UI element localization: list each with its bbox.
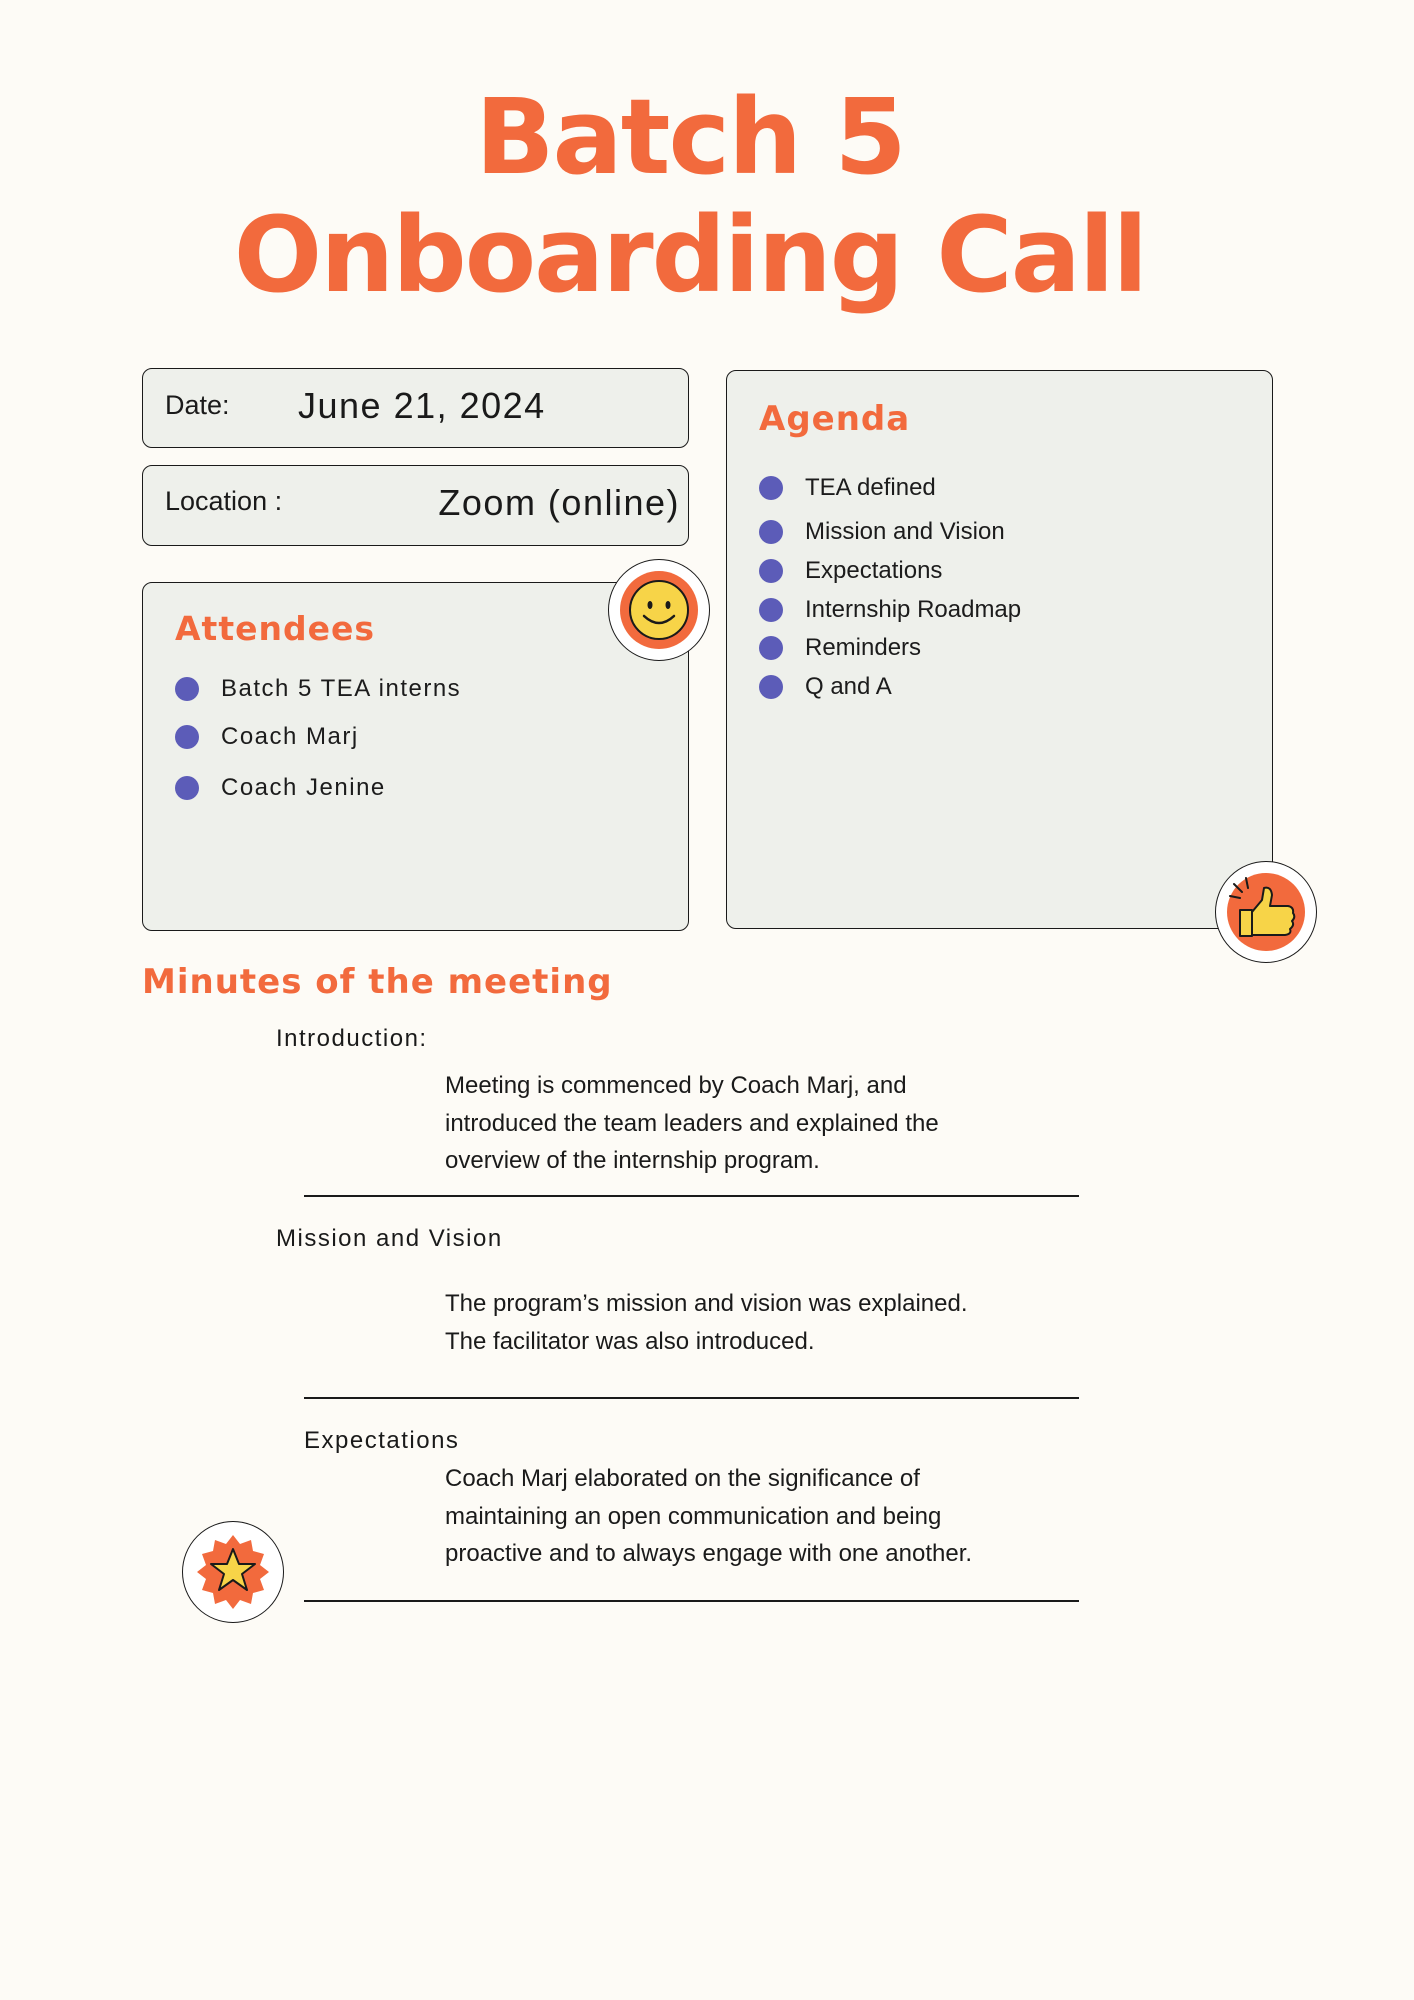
section-title-mission-vision: Mission and Vision (276, 1225, 503, 1252)
agenda-heading: Agenda (759, 399, 911, 439)
bullet-dot (759, 636, 783, 660)
location-box (142, 465, 689, 546)
list-item (759, 474, 936, 502)
smiley-face-icon (608, 559, 710, 661)
bullet-dot (759, 675, 783, 699)
star-badge-icon (182, 1521, 284, 1623)
section-line: introduced the team leaders and explained the (445, 1109, 939, 1137)
section-line: Meeting is commenced by Coach Marj, and (445, 1072, 907, 1099)
attendee-name: Coach Marj (221, 723, 359, 750)
agenda-item: Expectations (805, 557, 943, 584)
agenda-item: TEA defined (805, 474, 936, 501)
minutes-heading: Minutes of the meeting (142, 962, 613, 1002)
location-label: Location : (165, 486, 283, 516)
section-line: maintaining an open communication and being (445, 1502, 942, 1530)
title-line-1: Batch 5 (475, 76, 905, 198)
thumbs-up-icon (1215, 861, 1317, 963)
page-title (0, 78, 1380, 314)
bullet-dot (175, 776, 199, 800)
list-item (759, 557, 942, 585)
bullet-dot (175, 677, 199, 701)
attendee-name: Batch 5 TEA interns (221, 675, 462, 702)
section-line: The facilitator was also introduced. (445, 1327, 815, 1355)
date-value: June 21, 2024 (298, 385, 546, 426)
section-divider (304, 1397, 1079, 1399)
bullet-dot (759, 476, 783, 500)
section-title-introduction: Introduction: (276, 1025, 428, 1052)
list-item (175, 723, 359, 751)
bullet-dot (759, 520, 783, 544)
list-item (759, 596, 1021, 624)
section-body-introduction (445, 1067, 939, 1180)
attendees-heading: Attendees (175, 609, 375, 648)
date-label: Date: (165, 390, 230, 420)
section-title-expectations: Expectations (304, 1427, 460, 1454)
attendees-box (142, 582, 689, 931)
section-line: proactive and to always engage with one another. (445, 1540, 973, 1567)
list-item (175, 774, 386, 802)
section-divider (304, 1600, 1079, 1602)
section-body-mission-vision (445, 1285, 967, 1360)
location-value: Zoom (online) (438, 482, 680, 523)
agenda-item: Internship Roadmap (805, 596, 1022, 623)
date-box (142, 368, 689, 448)
agenda-item: Q and A (805, 673, 892, 700)
title-line-2: Onboarding Call (233, 194, 1147, 316)
bullet-dot (175, 725, 199, 749)
list-item (759, 673, 892, 701)
agenda-item: Reminders (805, 634, 922, 661)
agenda-item: Mission and Vision (805, 518, 1005, 545)
section-line: Coach Marj elaborated on the significance of (445, 1465, 920, 1492)
agenda-box (726, 370, 1273, 929)
section-line: overview of the internship program. (445, 1147, 820, 1174)
list-item (175, 675, 461, 703)
list-item (759, 634, 921, 662)
bullet-dot (759, 559, 783, 583)
attendee-name: Coach Jenine (221, 774, 386, 801)
section-line: The program’s mission and vision was explained. (445, 1290, 968, 1317)
section-divider (304, 1195, 1079, 1197)
section-body-expectations (445, 1460, 972, 1573)
list-item (759, 518, 1005, 546)
bullet-dot (759, 598, 783, 622)
